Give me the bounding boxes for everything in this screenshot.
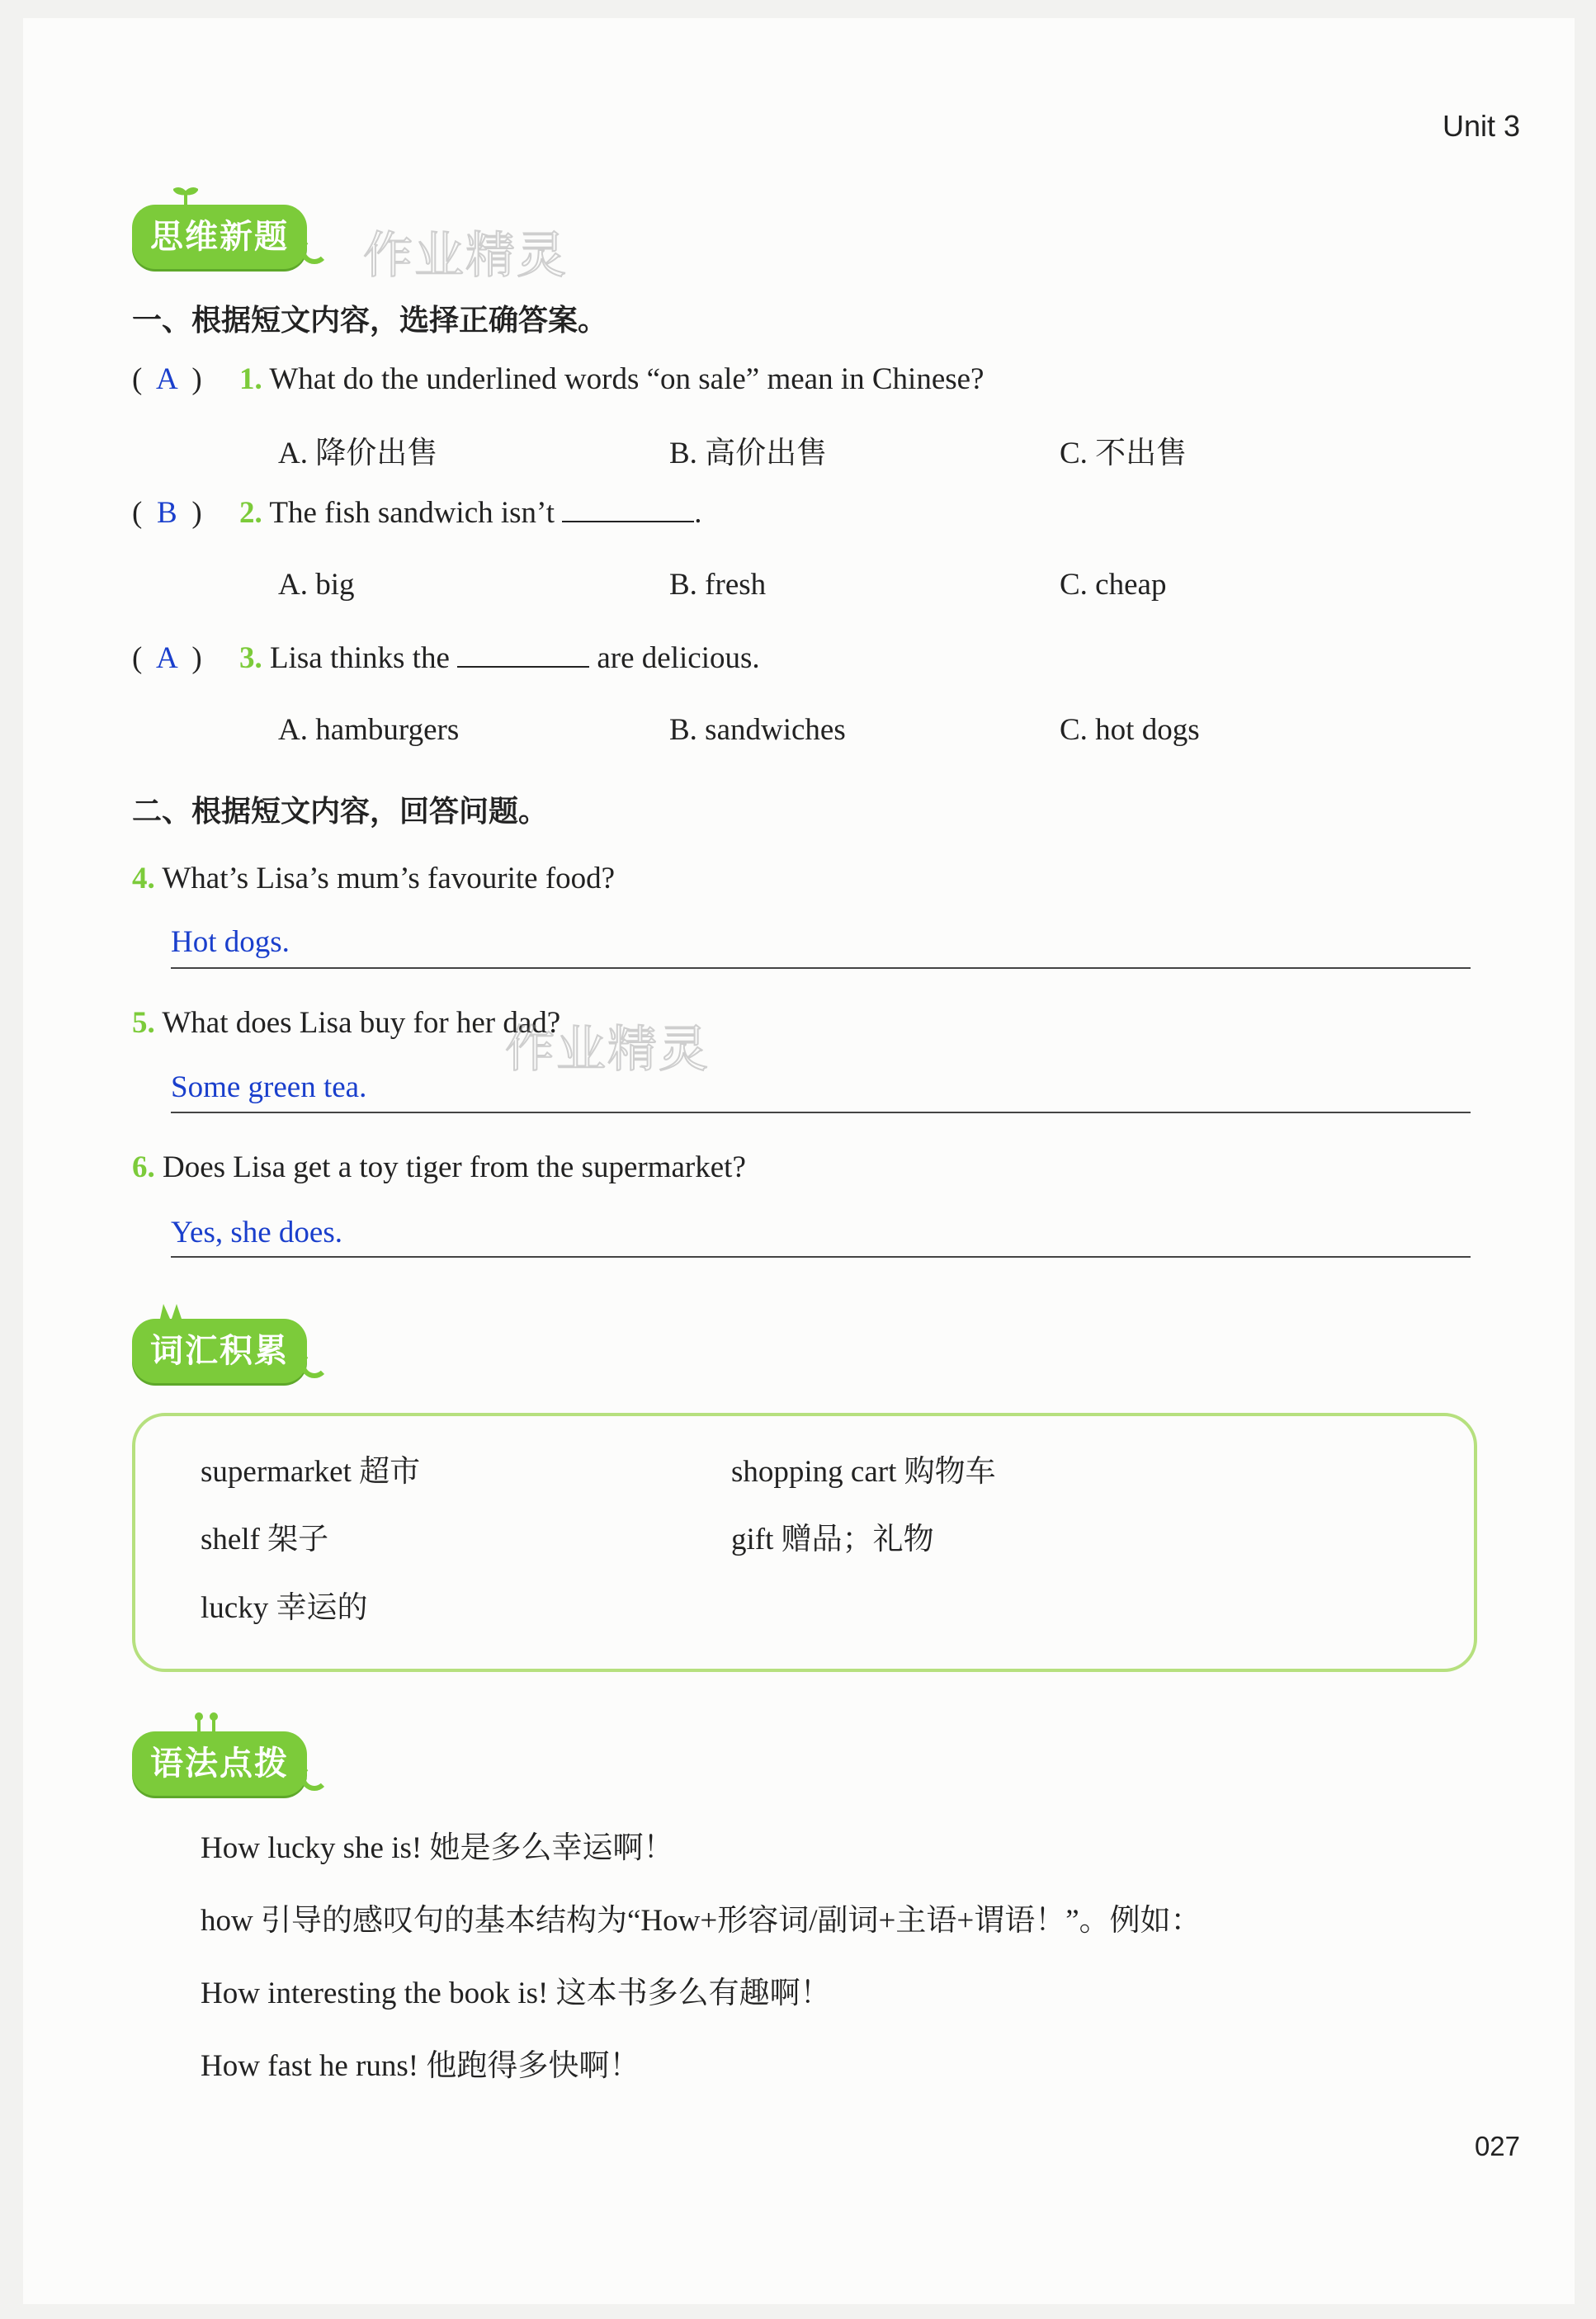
question-5: 5. What does Lisa buy for her dad? (132, 1006, 561, 1040)
answer-3: A (155, 641, 178, 675)
section-badge-grammar (132, 1731, 307, 1796)
answer-5: Some green tea. (171, 1070, 367, 1104)
answer-line (171, 967, 1471, 969)
answer-1: A (155, 362, 178, 396)
badge-tail-icon (300, 1350, 328, 1378)
badge-tail-icon (300, 236, 328, 264)
blank-line (457, 641, 589, 668)
q2-option-c: C. cheap (1060, 568, 1167, 602)
q3-option-a: A. hamburgers (278, 713, 460, 747)
vocab-item: lucky 幸运的 (201, 1591, 368, 1625)
vocab-item: supermarket 超市 (201, 1455, 421, 1489)
badge-label: 思维新题 (150, 218, 289, 256)
q3-option-c: C. hot dogs (1060, 713, 1200, 747)
section-badge-vocab (132, 1319, 307, 1383)
badge-tail-icon (300, 1763, 328, 1791)
blank-line (562, 496, 694, 522)
grammar-line: How interesting the book is! 这本书多么有趣啊！ (201, 1977, 831, 2010)
ears-icon (157, 1299, 182, 1319)
q1-option-a: A. 降价出售 (278, 437, 438, 470)
section-badge-thinking (132, 205, 307, 269)
answer-line (171, 1112, 1471, 1113)
vocab-item: shelf 架子 (201, 1523, 329, 1556)
badge-label: 语法点拨 (150, 1745, 289, 1783)
question-3: ( A ) 3. Lisa thinks the are delicious. (132, 641, 760, 675)
question-1-text: What do the underlined words “on sale” mean in Chinese? (269, 362, 985, 396)
question-6: 6. Does Lisa get a toy tiger from the supermarket? (132, 1150, 746, 1184)
unit-label: Unit 3 (1442, 109, 1520, 143)
badge-label: 词汇积累 (150, 1332, 289, 1370)
question-2: ( B ) 2. The fish sandwich isn’t . (132, 496, 702, 530)
question-4: 4. What’s Lisa’s mum’s favourite food? (132, 862, 616, 895)
answer-6: Yes, she does. (171, 1216, 342, 1249)
vocab-item: gift 赠品；礼物 (731, 1523, 934, 1556)
antenna-icon (182, 1712, 231, 1731)
q1-option-b: B. 高价出售 (669, 437, 828, 470)
part1-heading: 一、根据短文内容，选择正确答案。 (132, 304, 608, 338)
part2-heading: 二、根据短文内容，回答问题。 (132, 795, 549, 829)
q2-option-a: A. big (278, 568, 355, 602)
answer-4: Hot dogs. (171, 925, 290, 959)
watermark: 作业精灵 (363, 227, 568, 285)
page-number: 027 (1474, 2131, 1520, 2161)
q1-option-c: C. 不出售 (1060, 437, 1188, 470)
grammar-line: How fast he runs! 他跑得多快啊！ (201, 2049, 640, 2083)
grammar-line: how 引导的感叹句的基本结构为“How+形容词/副词+主语+谓语！”。例如： (201, 1904, 1202, 1938)
q2-option-b: B. fresh (669, 568, 767, 602)
vocab-item: shopping cart 购物车 (731, 1455, 996, 1489)
q3-option-b: B. sandwiches (669, 713, 846, 747)
grammar-line: How lucky she is! 她是多么幸运啊！ (201, 1831, 674, 1865)
answer-2: B (156, 496, 177, 530)
answer-line (171, 1256, 1471, 1258)
watermark: 作业精灵 (505, 1021, 710, 1079)
question-1: ( A ) 1. What do the underlined words “on sale” mean in Chinese? (132, 362, 985, 396)
sprout-icon (173, 185, 198, 205)
